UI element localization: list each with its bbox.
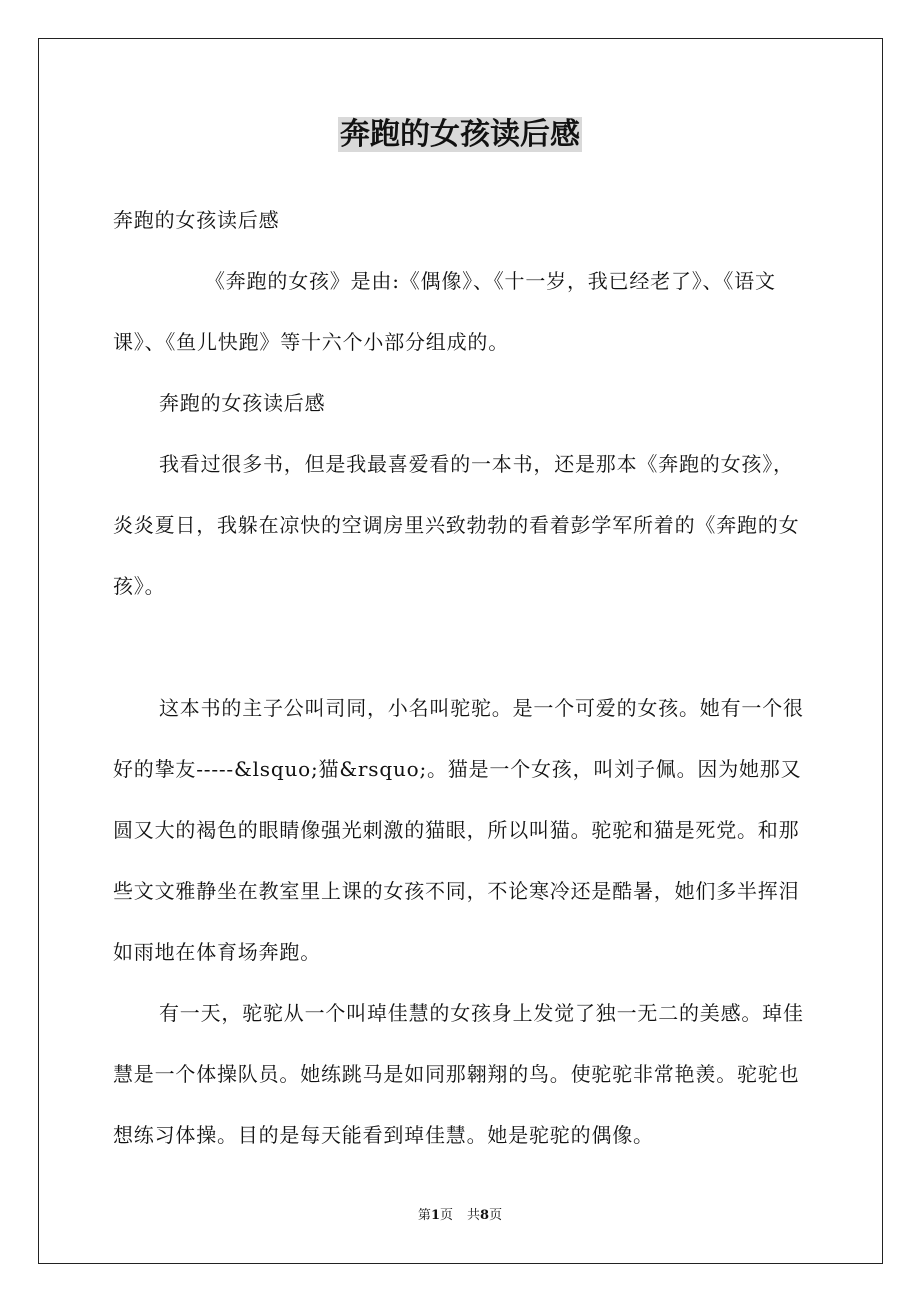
footer-page-total: 8 — [480, 1208, 490, 1223]
paragraph-reading: 我看过很多书，但是我最喜爱看的一本书，还是那本《奔跑的女孩》，炎炎夏日，我躲在凉快的空调房里兴致勃勃的看着彭学军所着的《奔跑的女孩》。 — [113, 452, 800, 598]
page-footer — [0, 1206, 920, 1226]
paragraph-characters: 这本书的主子公叫司同，小名叫驼驼。是一个可爱的女孩。她有一个很好的挚友-----&lsquo;猫&rsquo;。猫是一个女孩，叫刘子佩。因为她那又圆又大的褐色的眼睛像强光刺激的猫眼，所以叫猫。驼驼和猫是死党。和那些文文雅静坐在教室里上课的女孩不同，不论寒冷还是酷暑，她们多半挥泪如雨地在体育场奔跑。 — [113, 696, 804, 964]
paragraph-intro: 《奔跑的女孩》是由:《偶像》、《十一岁，我已经老了》、《语文课》、《鱼儿快跑》等十六个小部分组成的。 — [113, 269, 776, 354]
paragraph-heading: 奔跑的女孩读后感 — [159, 391, 326, 415]
paragraph-gap — [113, 617, 813, 678]
footer-page-current: 1 — [430, 1208, 440, 1223]
paragraph-idol: 有一天，驼驼从一个叫琸佳慧的女孩身上发觉了独一无二的美感。琸佳慧是一个体操队员。她练跳马是如同那翱翔的鸟。使驼驼非常艳羡。驼驼也想练习体操。目的是每天能看到琸佳慧。她是驼驼的偶像。 — [113, 1001, 804, 1147]
footer-total-prefix: 共 — [467, 1208, 481, 1223]
footer-page-suffix: 页 — [439, 1208, 453, 1223]
footer-page-prefix: 第 — [417, 1208, 431, 1223]
footer-total-suffix: 页 — [489, 1208, 503, 1223]
document-body — [113, 190, 813, 1166]
document-title-text: 奔跑的女孩读后感 — [340, 117, 580, 152]
document-title — [0, 112, 920, 158]
paragraph-subtitle: 奔跑的女孩读后感 — [113, 208, 280, 232]
